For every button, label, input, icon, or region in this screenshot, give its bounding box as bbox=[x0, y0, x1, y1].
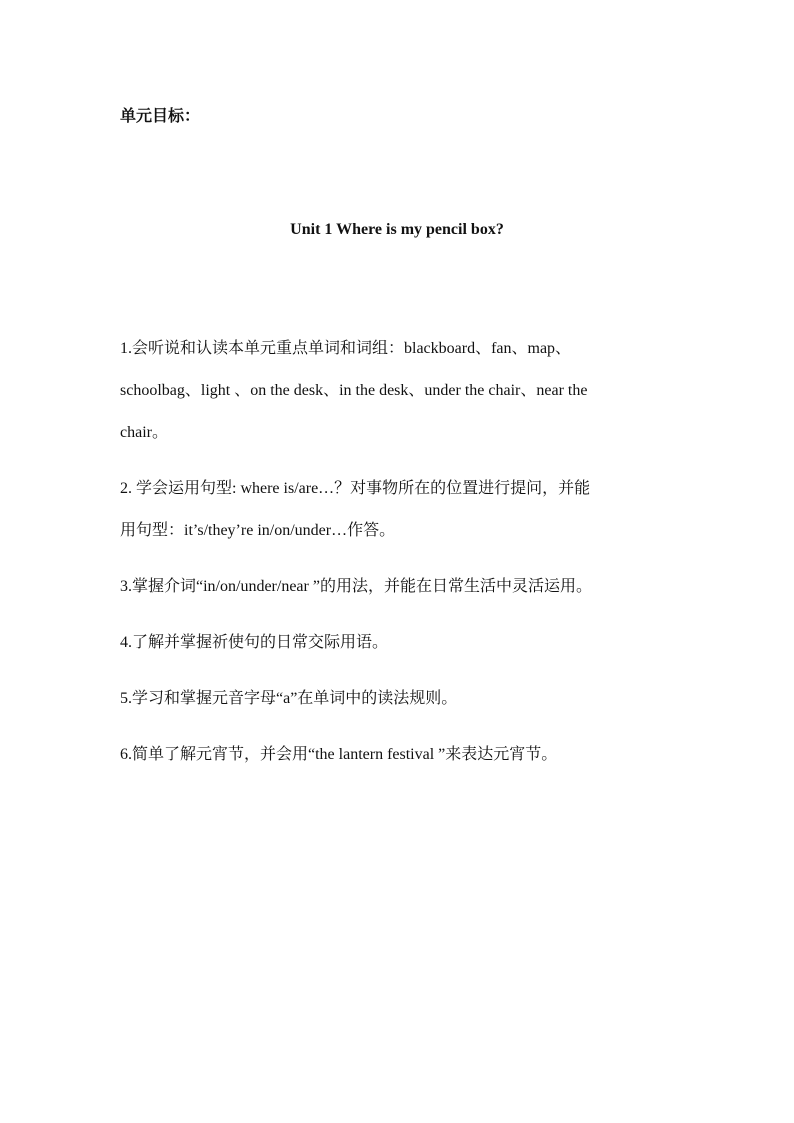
objective-item-4 bbox=[120, 622, 690, 664]
objective-item-5 bbox=[120, 678, 690, 720]
objective-4-line-1: 4.了解并掌握祈使句的日常交际用语。 bbox=[120, 634, 389, 651]
unit-title: Unit 1 Where is my pencil box? bbox=[290, 221, 504, 238]
objective-5-line-1: 5.学习和掌握元音字母“a”在单词中的读法规则。 bbox=[120, 690, 458, 707]
objective-item-3 bbox=[120, 566, 690, 608]
objective-1-line-3: chair。 bbox=[120, 424, 168, 441]
objective-2-line-2: 用句型：it’s/they’re in/on/under…作答。 bbox=[120, 522, 396, 539]
objective-item-1 bbox=[120, 328, 690, 454]
objective-2-line-1: 2. 学会运用句型: where is/are…？对事物所在的位置进行提问，并能 bbox=[120, 480, 591, 497]
section-heading: 单元目标： bbox=[120, 108, 201, 125]
objective-6-line-1: 6.简单了解元宵节，并会用“the lantern festival ”来表达元宵节。 bbox=[120, 746, 558, 763]
objective-item-6 bbox=[120, 734, 690, 776]
objective-3-line-1: 3.掌握介词“in/on/under/near ”的用法，并能在日常生活中灵活运用。 bbox=[120, 578, 592, 595]
objective-item-2 bbox=[120, 468, 690, 552]
objective-1-line-2: schoolbag、light 、on the desk、in the desk、under the chair、near the bbox=[120, 382, 588, 399]
objectives-list bbox=[120, 328, 690, 776]
objective-1-line-1: 1.会听说和认读本单元重点单词和词组：blackboard、fan、map、 bbox=[120, 340, 572, 357]
